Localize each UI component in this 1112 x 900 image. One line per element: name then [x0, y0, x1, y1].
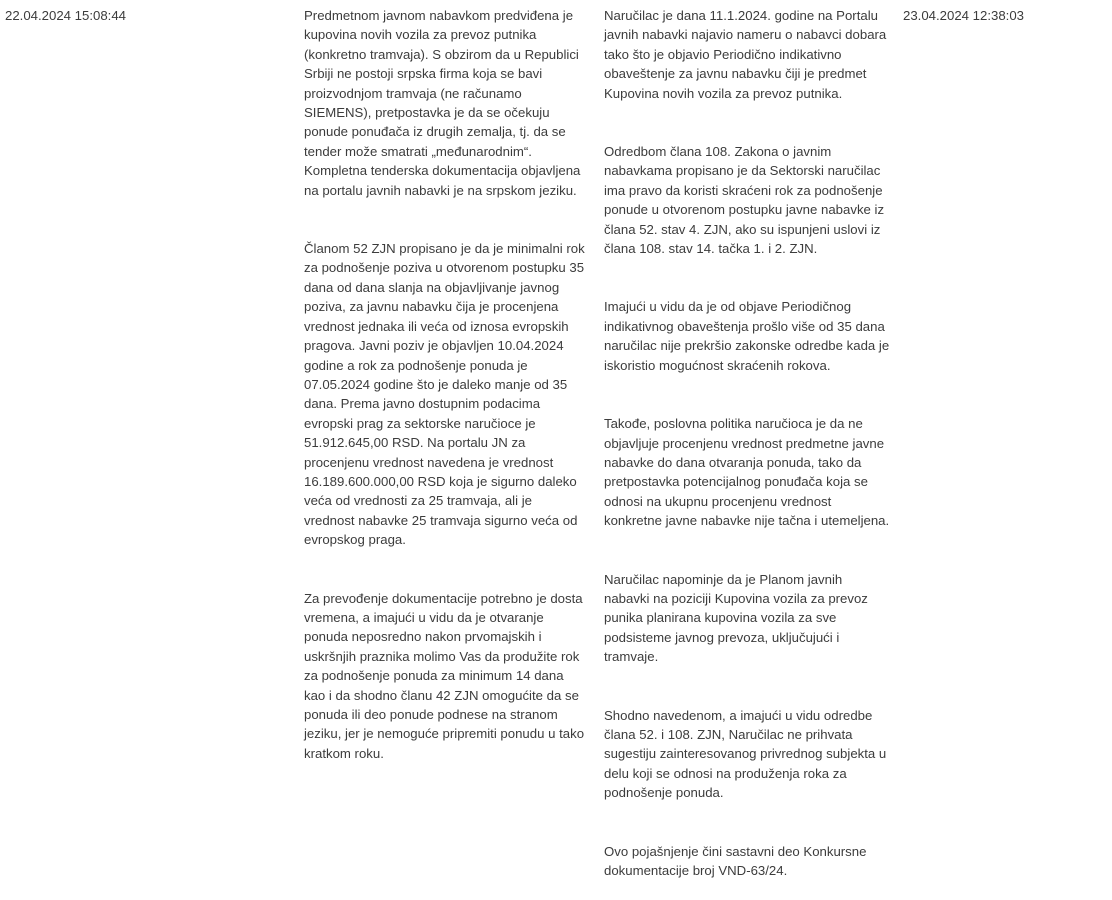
answer-paragraph: Odredbom člana 108. Zakona o javnim nabavkama propisano je da Sektorski naručilac ima pravo da koristi skraćeni rok za podnošenje ponude u otvorenom postupku javne nabavke iz člana 52. stav 4. ZJN, ako su ispunjeni uslovi iz člana 108. stav 14. tačka 1. i 2. ZJN. — [604, 144, 885, 257]
answer-paragraph: Shodno navedenom, a imajući u vidu odredbe člana 52. i 108. ZJN, Naručilac ne prihvata sugestiju zainteresovanog privrednog subjekta u delu koji se odnosi na produženja roka za podnošenje ponuda. — [604, 707, 887, 801]
question-date: 22.04.2024 15:08:44 — [5, 8, 126, 23]
answer-paragraph: Naručilac je dana 11.1.2024. godine na Portalu javnih nabavki najavio nameru o nabavci dobara tako što je objavio Periodično indikativno obaveštenje za javnu nabavku čiji je predmet Kupovina novih vozila za prevoz putnika. — [604, 8, 887, 101]
answer-paragraph: Ovo pojašnjenje čini sastavni deo Konkursne dokumentacije broj VND-63/24. — [604, 843, 867, 878]
answer-paragraph: Takođe, poslovna politika naručioca je da ne objavljuje procenjenu vrednost predmetne javne nabavke do dana otvaranja ponuda, tako da pretpostavka potencijalnog ponuđača koja se odnosi na ukupnu procenjenu vrednost konkretne javne nabavke nije tačna i utemeljena. — [604, 416, 890, 529]
answer-date: 23.04.2024 12:38:03 — [903, 8, 1024, 23]
question-paragraph: Predmetnom javnom nabavkom predviđena je kupovina novih vozila za prevoz putnika (konkretno tramvaja). S obzirom da u Republici Srbiji ne postoji srpska firma koja se bavi proizvodnjom tramvaja (ne računamo SIEMENS), pretpostavka je da se očekuju ponude ponuđača iz drugih zemalja, tj. da se tender može smatrati „međunarodnim“. Kompletna tenderska dokumentacija objavljena na portalu javnih nabavki je na srpskom jeziku. — [304, 8, 581, 198]
answer-paragraph: Naručilac napominje da je Planom javnih nabavki na poziciji Kupovina vozila za prevoz punika planirana kupovina vozila za sve podsisteme javnog prevoza, uključujući i tramvaje. — [604, 571, 868, 665]
question-text — [304, 6, 586, 763]
question-paragraph: Za prevođenje dokumentacije potrebno je dosta vremena, a imajući u vidu da je otvaranje ponuda neposredno nakon prvomajskih i uskršnjih praznika molimo Vas da produžite rok za podnošenje ponuda za minimum 14 dana kao i da shodno članu 42 ZJN omogućite da se ponuda ili deo ponude podnese na stranom jeziku, jer je nemoguće pripremiti ponudu u tako kratkom roku. — [304, 590, 585, 761]
answer-paragraph: Imajući u vidu da je od objave Periodičnog indikativnog obaveštenja prošlo više od 35 dana naručilac nije prekršio zakonske odredbe kada je iskoristio mogućnost skraćenih rokova. — [604, 299, 890, 373]
answer-text — [604, 6, 890, 880]
question-paragraph: Članom 52 ZJN propisano je da je minimalni rok za podnošenje poziva u otvorenom postupku 35 dana od dana slanja na objavljivanje javnog poziva, za javnu nabavku čija je procenjena vrednost jednaka ili veća od iznosa evropskih pragova. Javni poziv je objavljen 10.04.2024 godine a rok za podnošenje ponuda je 07.05.2024 godine što je daleko manje od 35 dana. Prema javno dostupnim podacima evropski prag za sektorske naručioce je 51.912.645,00 RSD. Na portalu JN za procenjenu vrednost navedena je vrednost 16.189.600.000,00 RSD koja je sigurno daleko veća od vrednosti za 25 tramvaja, ali je vrednost nabavke 25 tramvaja sigurno veća od evropskog praga. — [304, 241, 585, 548]
